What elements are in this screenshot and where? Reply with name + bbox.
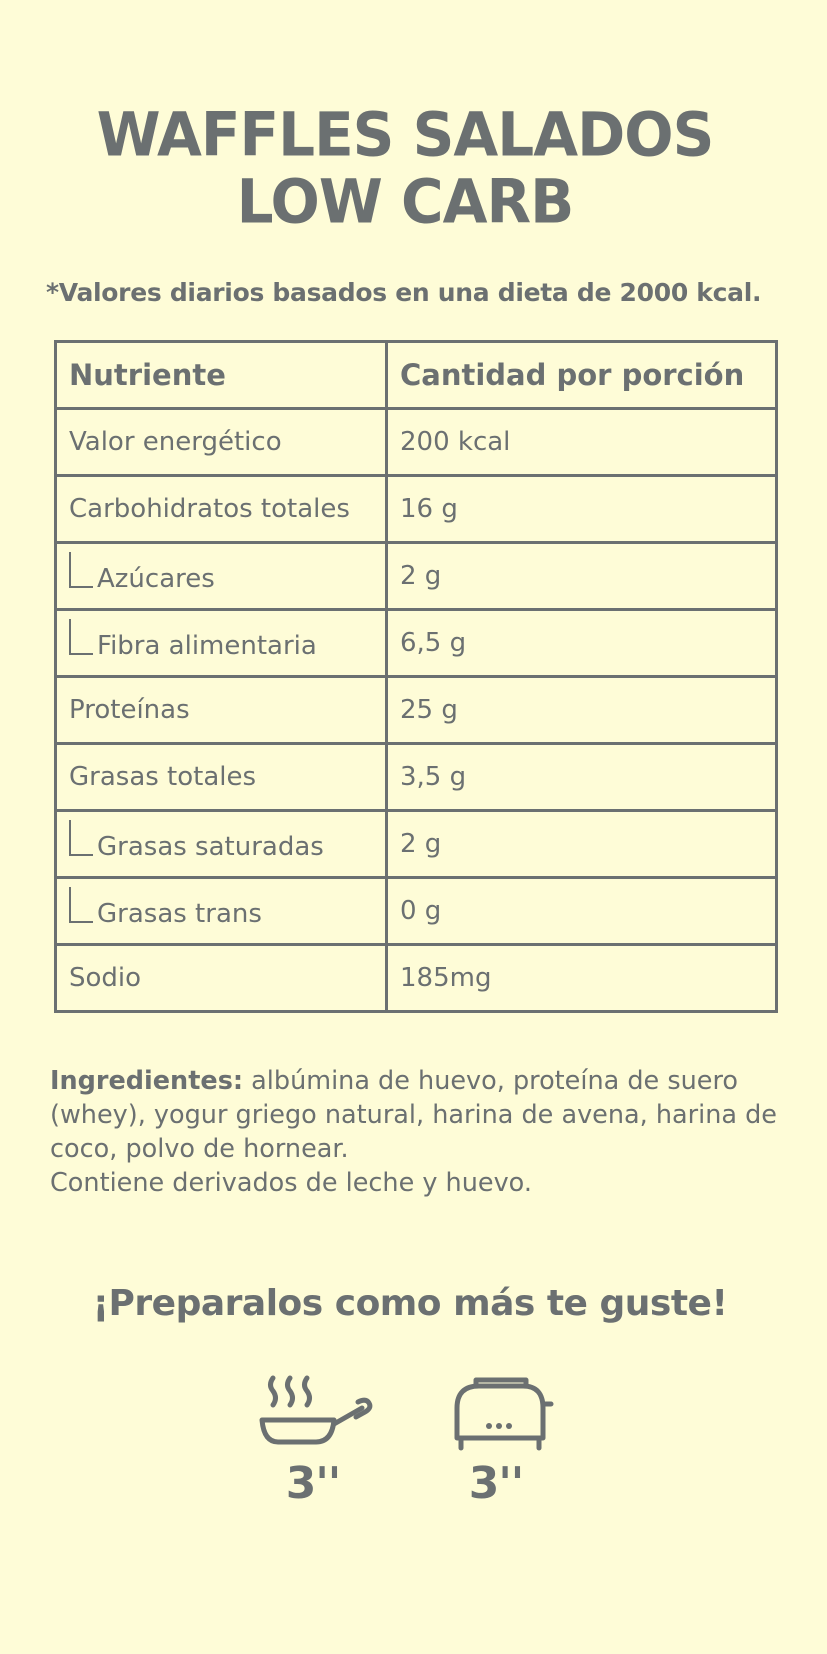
nutrient-name-sub [56,543,387,610]
nutrient-value: 6,5 g [387,610,777,677]
toaster-time: 3'' [468,1458,524,1509]
nutrient-value: 25 g [387,677,777,744]
nutrient-name: Grasas saturadas [97,832,324,862]
table-row [56,878,777,945]
header-amount: Cantidad por porción [387,342,777,409]
ingredients-block [50,1064,790,1200]
nutrient-name-sub [56,878,387,945]
table-row [56,677,777,744]
frying-pan-time: 3'' [285,1458,341,1509]
table-row [56,945,777,1012]
nutrient-name: Carbohidratos totales [56,476,387,543]
title-line-1: WAFFLES SALADOS [96,98,714,171]
table-row [56,610,777,677]
page-title [0,98,810,238]
nutrient-name-sub [56,610,387,677]
nutrient-name: Sodio [56,945,387,1012]
frying-pan-icon [248,1372,378,1452]
nutrient-name-sub [56,811,387,878]
allergens-text: Contiene derivados de leche y huevo. [50,1168,532,1198]
tree-branch-icon [69,820,93,856]
tree-branch-icon [69,887,93,923]
nutrient-value: 2 g [387,543,777,610]
ingredients-text: albúmina de huevo, proteína de suero (whey), yogur griego natural, harina de avena, harina de coco, polvo de hornear. [50,1066,777,1164]
title-line-2: LOW CARB [236,165,574,238]
daily-values-note: *Valores diarios basados en una dieta de 2000 kcal. [46,278,762,307]
header-nutrient: Nutriente [56,342,387,409]
tree-branch-icon [69,552,93,588]
toaster-icon [431,1372,561,1452]
table-row [56,811,777,878]
nutrient-value: 3,5 g [387,744,777,811]
nutrient-value: 185mg [387,945,777,1012]
table-row [56,744,777,811]
nutrient-value: 16 g [387,476,777,543]
nutrient-value: 0 g [387,878,777,945]
tree-branch-icon [69,619,93,655]
nutrient-value: 200 kcal [387,409,777,476]
nutrient-name: Azúcares [97,564,215,594]
table-row [56,409,777,476]
table-row [56,476,777,543]
preparation-title: ¡Preparalos como más te guste! [92,1283,728,1324]
nutrient-name: Fibra alimentaria [97,631,317,661]
ingredients-label: Ingredientes: [50,1066,244,1096]
method-toaster [426,1372,566,1509]
nutrient-name: Grasas totales [56,744,387,811]
nutrition-table [54,340,778,1013]
nutrient-name: Valor energético [56,409,387,476]
nutrient-name: Proteínas [56,677,387,744]
method-frying-pan [243,1372,383,1509]
table-row [56,543,777,610]
table-header-row [56,342,777,409]
nutrient-name: Grasas trans [97,899,262,929]
nutrient-value: 2 g [387,811,777,878]
